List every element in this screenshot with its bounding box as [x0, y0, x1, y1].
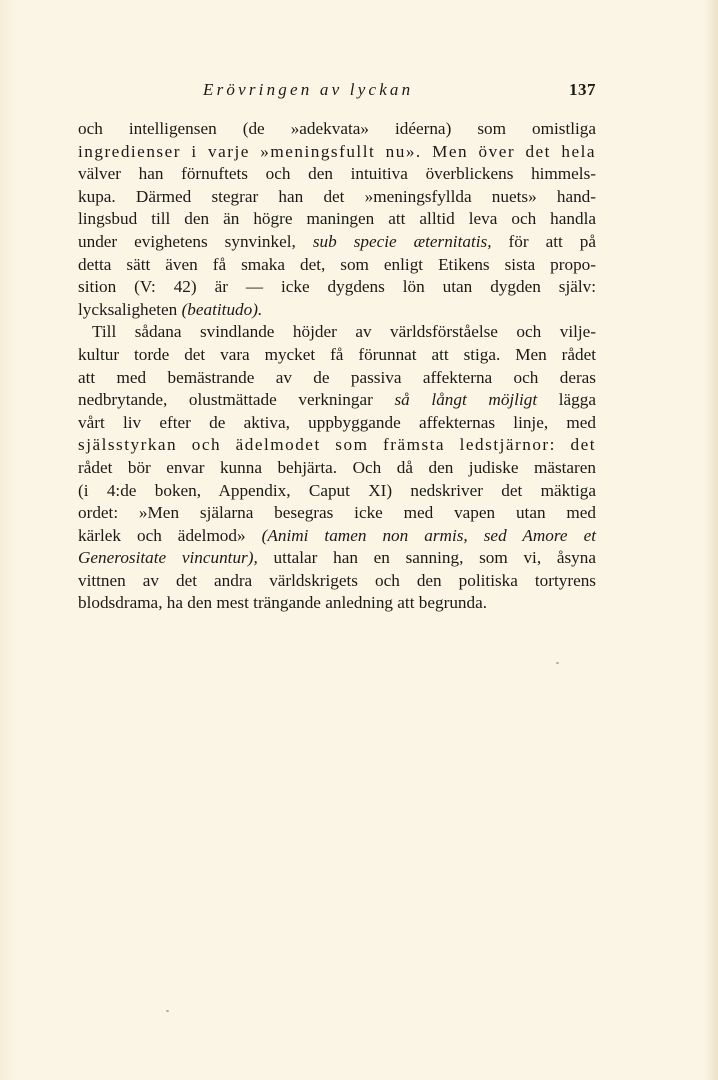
text-line: kupa. Därmed stegrar han det »meningsfyllda nuets» hand- [78, 186, 596, 206]
page-header [78, 80, 596, 104]
text-line: vittnen av det andra världskrigets och den politiska tortyrens [78, 570, 596, 590]
latin-phrase: Generositate vincuntur), [78, 548, 258, 568]
text-line: (i 4:de boken, Appendix, Caput XI) nedskriver det mäktiga [78, 480, 596, 500]
running-title: Erövringen av lyckan [203, 80, 414, 99]
text-line: och intelligensen (de »adekvata» idéerna) som omistliga [78, 119, 596, 138]
text-segment: uttalar han en sanning, som vi, åsyna [257, 548, 596, 568]
text-line [78, 525, 596, 548]
text-line: lingsbud till den än högre maningen att alltid leva och handla [78, 209, 596, 229]
text-line: rådet bör envar kunna behjärta. Och då den judiske mästaren [78, 457, 596, 477]
text-segment: lägga [537, 390, 596, 410]
paragraph-2 [78, 321, 596, 615]
text-segment: under evighetens synvinkel, [78, 231, 313, 251]
text-segment: kärlek och ädelmod» [78, 525, 262, 545]
text-line: själsstyrkan och ädelmodet som främsta ledstjärnor: det [78, 435, 596, 455]
text-line [78, 231, 596, 254]
latin-phrase: sub specie æternitatis, [312, 231, 492, 251]
paragraph-1 [78, 118, 596, 321]
latin-phrase: (beatitudo). [181, 299, 263, 319]
text-segment: lycksaligheten [78, 299, 182, 319]
text-line: att med bemästrande av de passiva affekterna och deras [78, 367, 596, 387]
text-line: ordet: »Men själarna besegras icke med vapen utan med [78, 503, 596, 523]
text-line: sition (V: 42) är — icke dygdens lön utan dygden själv: [78, 277, 596, 297]
paper-speck [166, 1010, 169, 1012]
text-line [78, 547, 596, 570]
text-segment: för att på [491, 231, 596, 251]
text-line [78, 299, 596, 322]
latin-phrase: (Animi tamen non armis, sed Amore et [261, 525, 596, 545]
text-line: ingredienser i varje »meningsfullt nu». Men över det hela [78, 141, 596, 161]
text-segment: nedbrytande, olustmättade verkningar [78, 390, 395, 410]
text-line [78, 389, 596, 412]
text-line: kultur torde det vara mycket få förunnat att stiga. Men rådet [78, 344, 596, 364]
page-number: 137 [569, 80, 596, 99]
text-line: Till sådana svindlande höjder av världsförståelse och vilje- [92, 322, 596, 342]
text-line: välver han förnuftets och den intuitiva överblickens himmels- [78, 164, 596, 184]
text-line: vårt liv efter de aktiva, uppbyggande affekternas linje, med [78, 412, 596, 432]
body-text [78, 118, 596, 615]
text-line: blodsdrama, ha den mest trängande anledning att begrunda. [78, 593, 488, 613]
italic-phrase: så långt möjligt [394, 390, 538, 410]
paper-speck [556, 662, 559, 664]
text-line: detta sätt även få smaka det, som enligt Etikens sista propo- [78, 254, 596, 274]
